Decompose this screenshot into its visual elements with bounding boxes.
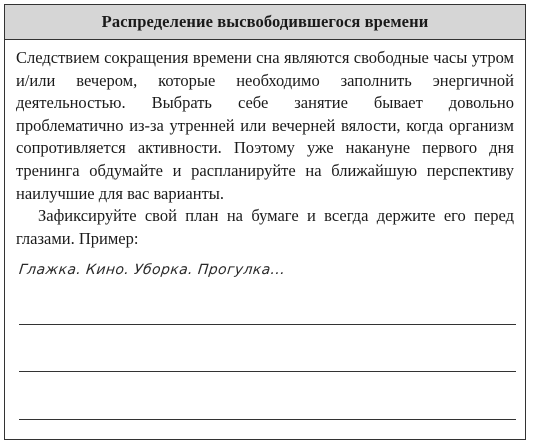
- handwritten-example: Глажка. Кино. Уборка. Прогулка...: [18, 262, 287, 278]
- paragraph-1: Следствием сокращения времени сна являются свободные часы утром и/или вечером, которые необходимо заполнить энергичной деятельностью. Выбрать себе занятие бывает довольно проблематично из-за утренней или вечерней вялости, когда организм сопротивляется активности. Поэтому уже накануне первого дня тренинга обдумайте и распланируйте на ближайшую перспективу наилучшие для вас варианты.: [16, 48, 514, 203]
- box-header: [5, 5, 525, 40]
- blank-line-1: [19, 324, 516, 325]
- blank-line-3: [19, 419, 516, 420]
- paragraph-2: Зафиксируйте свой план на бумаге и всегда держите его перед глазами. Пример:: [16, 206, 514, 248]
- info-box: [4, 4, 526, 440]
- box-title: Распределение высвободившегося времени: [101, 12, 429, 31]
- box-body: [16, 47, 514, 250]
- blank-line-2: [19, 371, 516, 372]
